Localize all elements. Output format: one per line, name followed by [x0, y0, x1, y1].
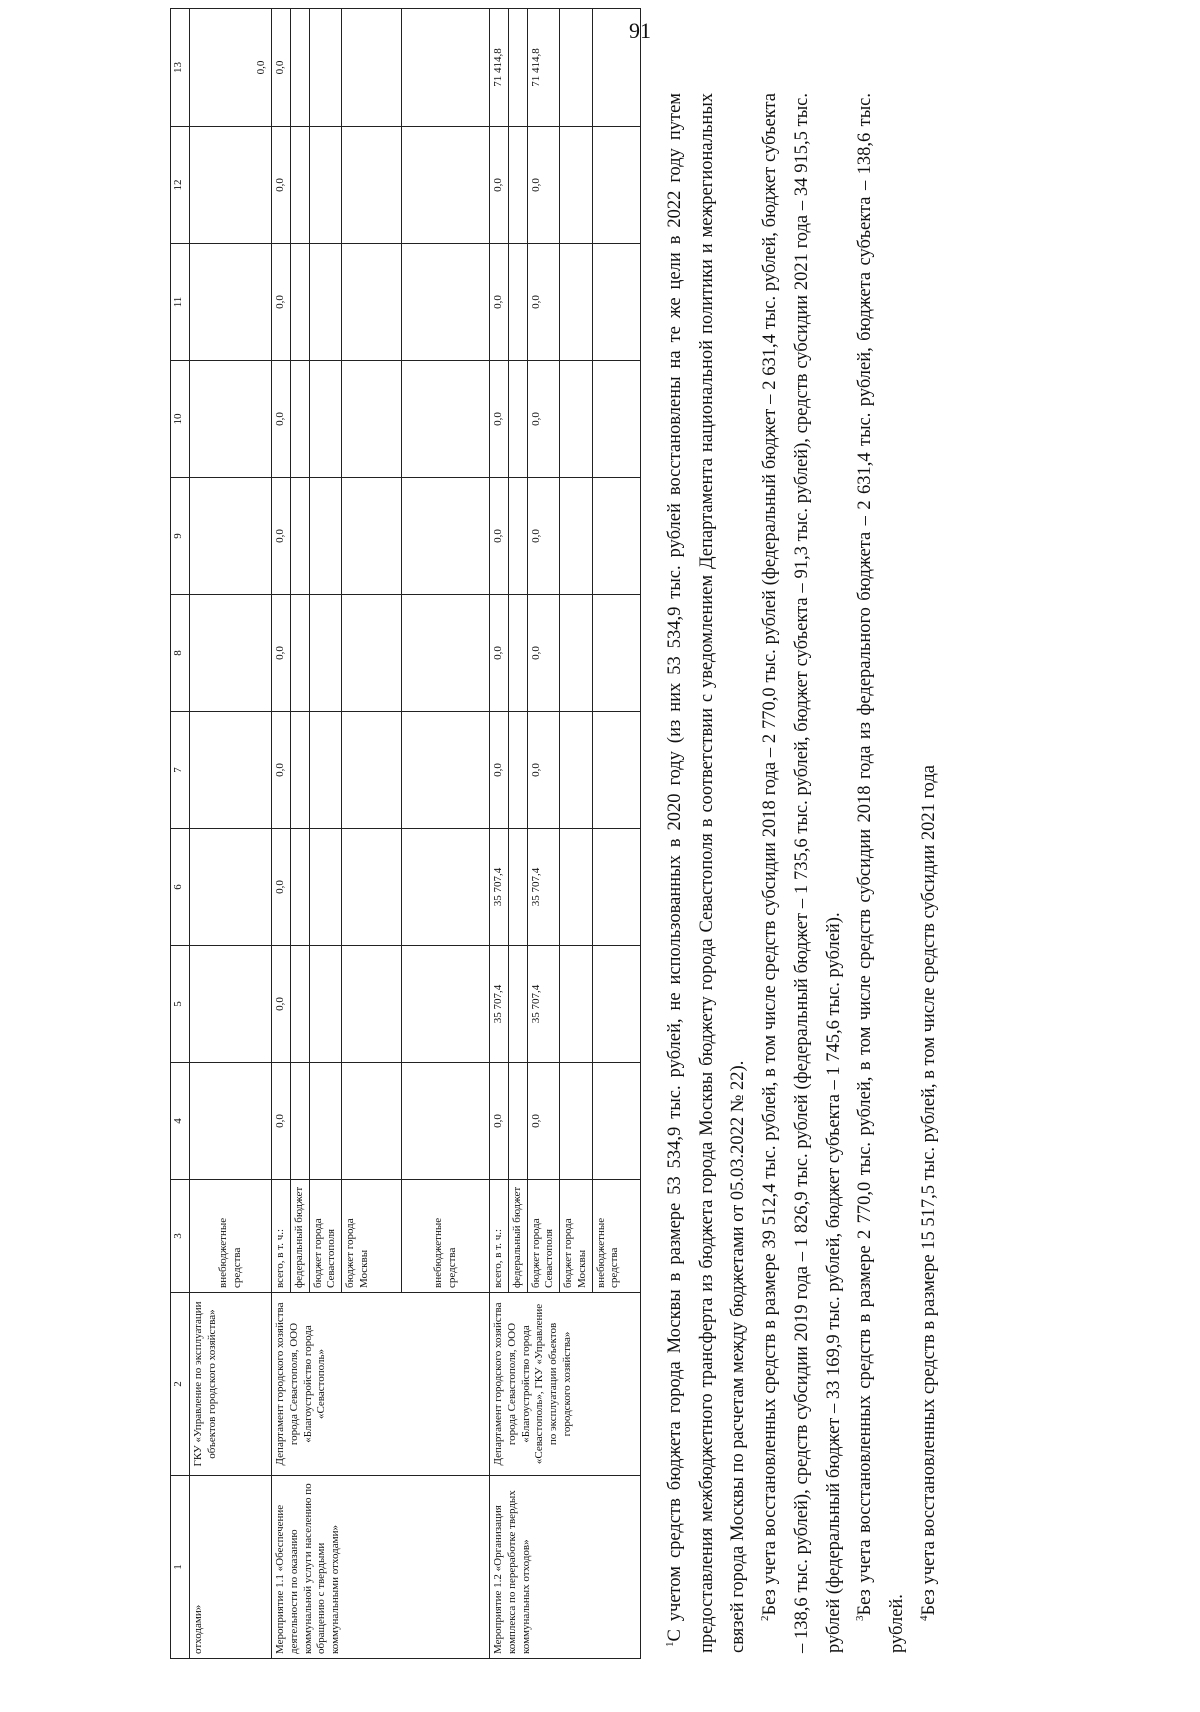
table-row [272, 9, 291, 1659]
measure-cell: Мероприятие 1.2 «Организация комплекса по переработке твердых коммунальных отходов» [490, 1476, 641, 1659]
fund-cell: всего, в т. ч.: [490, 1180, 509, 1293]
col-header: 12 [171, 127, 190, 244]
col-header: 6 [171, 829, 190, 946]
value-cell: 0,0 [490, 595, 509, 712]
value-cell: 0,0 [190, 9, 272, 127]
executor-cell: ГКУ «Управление по эксплуатации объектов городского хозяйства» [190, 1293, 272, 1476]
value-cell: 0,0 [272, 127, 291, 244]
value-cell: 35 707,4 [490, 946, 509, 1063]
value-cell: 35 707,4 [490, 829, 509, 946]
fund-cell: внебюджетные средства [190, 1180, 272, 1293]
value-cell: 0,0 [272, 9, 291, 127]
footnote-text: Без учета восстановленных средств в размере 39 512,4 тыс. рублей, в том числе средств субсидии 2018 года – 2 770,0 тыс. рублей (федеральный бюджет – 2 631,4 тыс. рублей, бюджет субъекта – 138,6 тыс. рублей), средств субсидии 2019 года – 1 826,9 тыс. рублей (федеральный бюджет – 1 735,6 тыс. рублей, бюджет субъекта – 91,3 тыс. рублей), средств субсидии 2021 года – 34 915,5 тыс. рублей (федеральный бюджет – 33 169,9 тыс. рублей, бюджет субъекта – 1 745,6 тыс. рублей). [760, 93, 844, 1653]
value-cell: 0,0 [527, 1063, 560, 1180]
value-cell [190, 829, 272, 946]
value-cell: 0,0 [272, 478, 291, 595]
value-cell: 0,0 [490, 1063, 509, 1180]
value-cell [190, 595, 272, 712]
page-number: 91 [629, 18, 651, 43]
fund-cell: внебюджетные средства [402, 1180, 490, 1293]
value-cell [190, 127, 272, 244]
value-cell: 0,0 [527, 595, 560, 712]
footnote-mark: 1 [663, 1641, 676, 1647]
value-cell: 0,0 [527, 478, 560, 595]
fund-cell: внебюджетные средства [592, 1180, 640, 1293]
footnote [660, 93, 755, 1653]
table-row [490, 9, 509, 1659]
financing-table [170, 8, 641, 1659]
value-cell [190, 361, 272, 478]
fund-cell: бюджет города Севастополя [309, 1180, 342, 1293]
col-header: 7 [171, 712, 190, 829]
rotated-page-content [10, 48, 1100, 1659]
value-cell: 0,0 [527, 361, 560, 478]
value-cell: 0,0 [272, 361, 291, 478]
value-cell: 0,0 [527, 244, 560, 361]
value-cell: 0,0 [272, 244, 291, 361]
fund-cell: федеральный бюджет [508, 1180, 527, 1293]
footnote-text: С учетом средств бюджета города Москвы в размере 53 534,9 тыс. рублей, не использованных в 2020 году (из них 53 534,9 тыс. рублей восстановлены на те же цели в 2022 году путем предоставления межбюджетного трансферта из бюджета города Москвы бюджету города Севастополя в соответствии с уведомлением Департамента национальной политики и межрегиональных связей города Москвы по расчетам между бюджетами от 05.03.2022 № 22). [665, 93, 749, 1653]
value-cell: 0,0 [490, 712, 509, 829]
executor-cell: Департамент городского хозяйства города Севастополя, ООО «Благоустройство города «Севастополь», ГКУ «Управление по эксплуатации объектов городского хозяйства» [490, 1293, 641, 1476]
fund-cell: бюджет города Москвы [560, 1180, 593, 1293]
footnote [914, 93, 946, 1653]
value-cell: 0,0 [490, 244, 509, 361]
footnote-mark: 4 [917, 1615, 930, 1621]
value-cell: 0,0 [272, 595, 291, 712]
col-header: 1 [171, 1476, 190, 1659]
fund-cell: всего, в т. ч.: [272, 1180, 291, 1293]
footnote-mark: 2 [758, 1615, 771, 1621]
col-header: 5 [171, 946, 190, 1063]
value-cell [190, 244, 272, 361]
value-cell: 0,0 [272, 712, 291, 829]
value-cell: 0,0 [490, 478, 509, 595]
col-header: 4 [171, 1063, 190, 1180]
table-header-row [171, 9, 190, 1659]
col-header: 9 [171, 478, 190, 595]
value-cell: 0,0 [272, 1063, 291, 1180]
value-cell: 0,0 [490, 127, 509, 244]
value-cell: 35 707,4 [527, 946, 560, 1063]
footnote [755, 93, 850, 1653]
col-header: 3 [171, 1180, 190, 1293]
footnote-text: Без учета восстановленных средств в размере 15 517,5 тыс. рублей, в том числе средств субсидии 2021 года [918, 765, 939, 1616]
col-header: 13 [171, 9, 190, 127]
executor-cell: Департамент городского хозяйства города Севастополя, ООО «Благоустройство города «Севастополь» [272, 1293, 490, 1476]
value-cell: 71 414,8 [527, 9, 560, 127]
table-row [190, 9, 272, 1659]
fund-cell: федеральный бюджет [290, 1180, 309, 1293]
value-cell: 71 414,8 [490, 9, 509, 127]
value-cell [190, 712, 272, 829]
value-cell: 0,0 [272, 829, 291, 946]
footnote-text: Без учета восстановленных средств в размере 2 770,0 тыс. рублей, в том числе средств субсидии 2018 года из федерального бюджета – 2 631,4 тыс. рублей, бюджета субъекта – 138,6 тыс. рублей. [855, 93, 907, 1653]
fund-cell: бюджет города Москвы [342, 1180, 402, 1293]
footnote [850, 93, 913, 1653]
value-cell: 35 707,4 [527, 829, 560, 946]
footnotes [660, 93, 945, 1653]
col-header: 8 [171, 595, 190, 712]
value-cell: 0,0 [527, 712, 560, 829]
measure-cell: Мероприятие 1.1 «Обеспечение деятельности по оказанию коммунальной услуги населению по обращению с твердыми коммунальными отходами» [272, 1476, 490, 1659]
value-cell [190, 1063, 272, 1180]
col-header: 2 [171, 1293, 190, 1476]
value-cell: 0,0 [272, 946, 291, 1063]
col-header: 11 [171, 244, 190, 361]
footnote-mark: 3 [854, 1615, 867, 1621]
value-cell [190, 478, 272, 595]
fund-cell: бюджет города Севастополя [527, 1180, 560, 1293]
col-header: 10 [171, 361, 190, 478]
value-cell: 0,0 [527, 127, 560, 244]
value-cell [190, 946, 272, 1063]
value-cell: 0,0 [490, 361, 509, 478]
measure-cell: отходами» [190, 1476, 272, 1659]
